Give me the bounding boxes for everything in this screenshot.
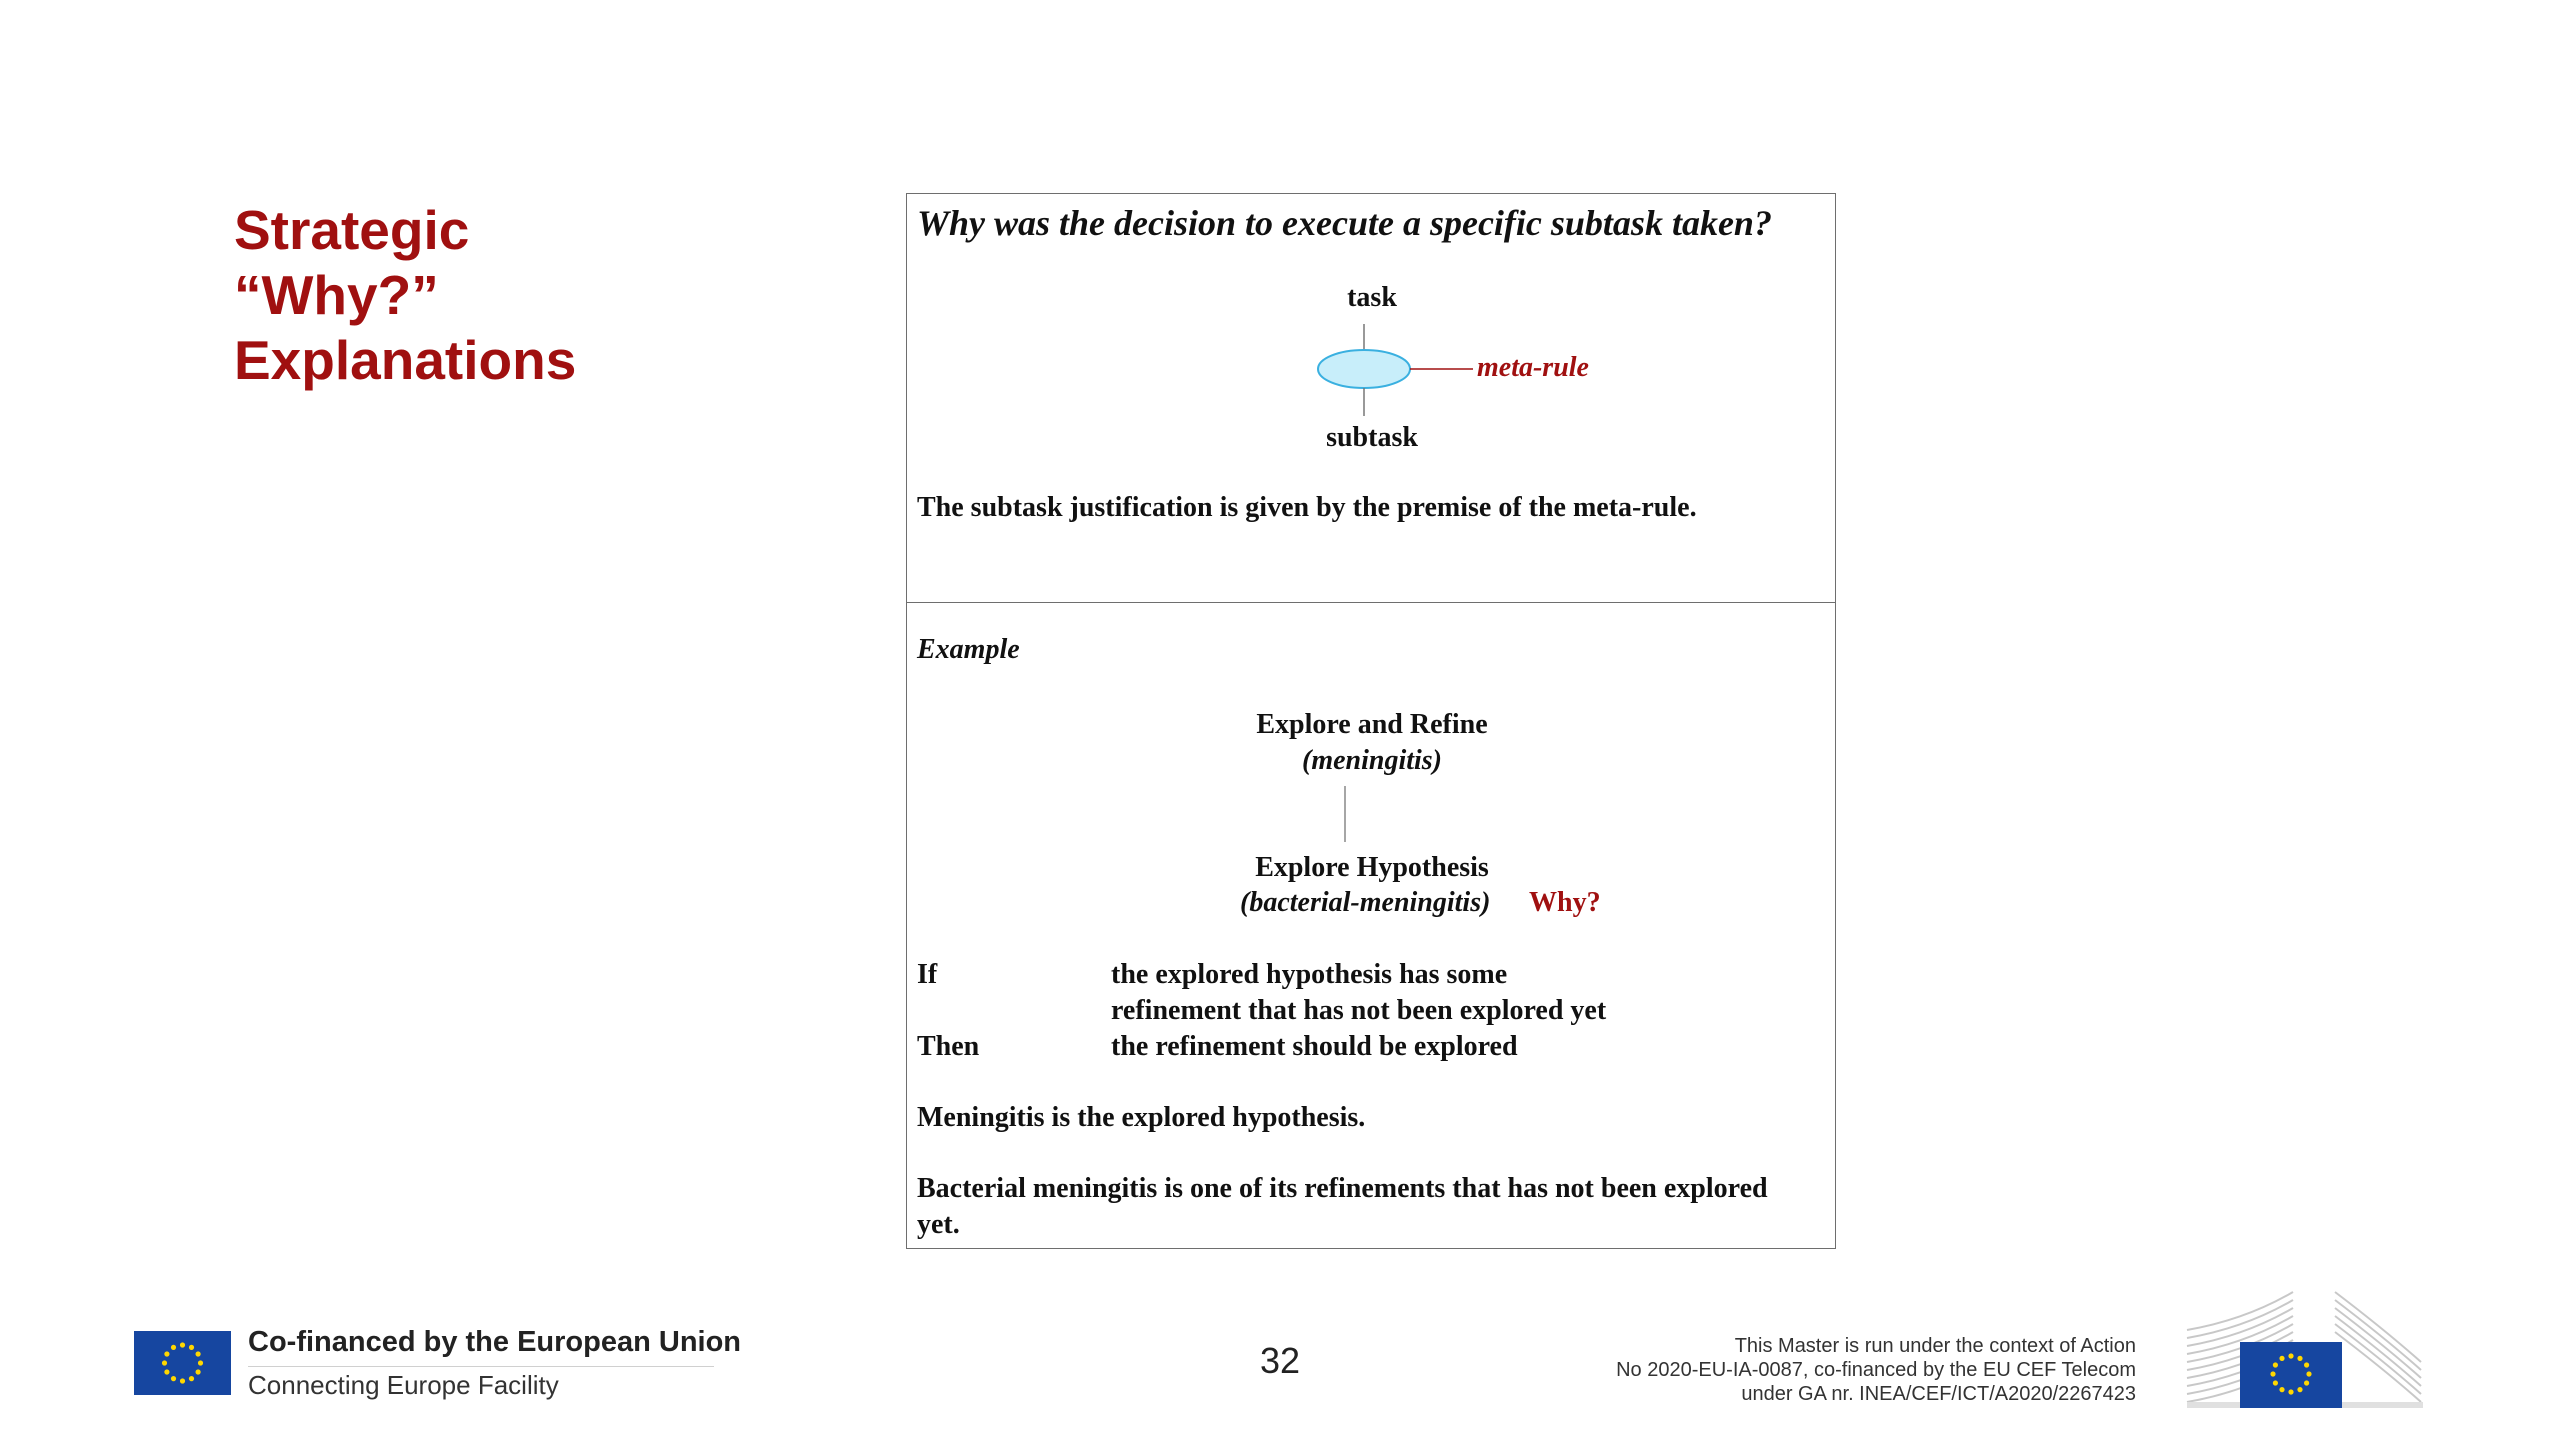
- meta-rule-label: meta-rule: [1477, 352, 1589, 383]
- statement-text: Bacterial meningitis is one of its refinements that has not been explored: [917, 1173, 1768, 1204]
- statement-text: yet.: [917, 1209, 960, 1240]
- then-label: Then: [917, 1031, 980, 1062]
- if-label: If: [917, 959, 938, 990]
- slide-title-line: Strategic: [234, 199, 470, 261]
- figure-divider: [907, 602, 1835, 603]
- eu-flag-icon: [134, 1331, 231, 1395]
- if-condition-line: the explored hypothesis has some: [1111, 959, 1508, 990]
- slide-title-line: “Why?”: [234, 264, 439, 326]
- slide-title-line: Explanations: [234, 329, 577, 391]
- explanation-figure: [906, 193, 1836, 1249]
- slide-title: [234, 198, 754, 393]
- subtask-label: subtask: [1326, 422, 1418, 453]
- european-commission-logo: [2185, 1290, 2425, 1410]
- cef-text: Connecting Europe Facility: [248, 1370, 559, 1400]
- then-action: the refinement should be explored: [1111, 1031, 1518, 1062]
- notice-line: under GA nr. INEA/CEF/ICT/A2020/2267423: [1741, 1383, 2136, 1405]
- eu-stars-icon: [134, 1331, 231, 1395]
- justification-text: The subtask justification is given by the premise of the meta-rule.: [917, 492, 1697, 523]
- parent-task-arg: (meningitis): [1301, 745, 1443, 776]
- parent-task: Explore and Refine: [1256, 709, 1488, 740]
- eu-cofinanced-text: Co-financed by the European Union: [248, 1326, 742, 1358]
- task-label: task: [1347, 282, 1397, 313]
- child-task-arg: (bacterial-meningitis): [1240, 887, 1491, 918]
- example-heading: Example: [917, 634, 1020, 665]
- figure-question: Why was the decision to execute a specific subtask taken?: [917, 203, 1772, 243]
- notice-line: No 2020-EU-IA-0087, co-financed by the EU CEF Telecom: [1616, 1359, 2136, 1381]
- meta-rule-node: [1318, 350, 1410, 388]
- footer-divider: [248, 1366, 714, 1367]
- page-number: 32: [1260, 1340, 1301, 1381]
- if-condition-line: refinement that has not been explored yet: [1111, 995, 1607, 1026]
- funding-notice: [1616, 1334, 2136, 1406]
- notice-line: This Master is run under the context of Action: [1734, 1335, 2136, 1357]
- why-label: Why?: [1529, 887, 1601, 918]
- child-task: Explore Hypothesis: [1255, 852, 1489, 883]
- statement-text: Meningitis is the explored hypothesis.: [917, 1102, 1366, 1133]
